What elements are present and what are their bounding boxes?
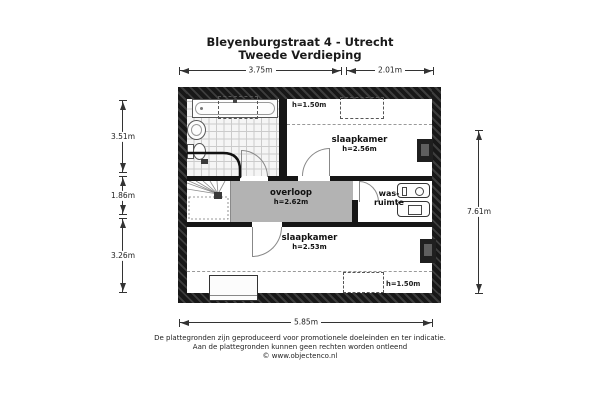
dimension-bottom <box>180 317 432 327</box>
dimension-label: 3.51m <box>110 131 136 141</box>
dim-arrow-up-icon <box>120 220 126 228</box>
dimension-left-middle <box>110 177 136 214</box>
dim-tick <box>119 218 127 219</box>
disclaimer-line-1: De plattegronden zijn geproduceerd voor promotionele doeleinden en ter indicatie. <box>154 334 446 342</box>
room-name: was- <box>378 189 400 198</box>
footer-disclaimer <box>0 334 600 361</box>
sink <box>187 120 206 140</box>
dim-arrow-left-icon <box>181 68 189 74</box>
room-ceiling-height: h=2.56m <box>342 145 377 153</box>
room-name: ruimte <box>374 198 404 207</box>
dimension-label: 1.86m <box>110 190 136 200</box>
knee-wall-label-bottom: h=1.50m <box>386 280 421 288</box>
dim-arrow-up-icon <box>120 102 126 110</box>
dimension-label: 2.01m <box>375 66 405 74</box>
dim-tick <box>119 214 127 215</box>
dimension-label: 7.61m <box>466 206 492 216</box>
dim-arrow-down-icon <box>476 284 482 292</box>
room-ceiling-height: h=2.53m <box>292 243 327 251</box>
dim-tick <box>475 130 483 131</box>
dim-arrow-down-icon <box>120 205 126 213</box>
shower-drain-icon <box>201 159 208 164</box>
dim-tick <box>433 67 434 75</box>
knee-wall-label-top: h=1.50m <box>292 101 327 109</box>
dormer-window <box>209 275 258 301</box>
room-name: overloop <box>269 188 312 198</box>
room-label-bedroom-bottom <box>187 234 432 251</box>
dimension-top-left <box>180 65 341 75</box>
room-label-laundry <box>358 189 420 207</box>
dimension-label: 3.75m <box>245 66 275 74</box>
skylight-bedroom-top <box>340 97 384 119</box>
page-title <box>0 36 600 62</box>
knee-wall-line-bottom <box>187 271 432 272</box>
dim-arrow-right-icon <box>424 68 432 74</box>
room-label-bedroom-top <box>287 136 432 153</box>
dim-tick <box>119 100 127 101</box>
wall-bathroom-bedroom <box>279 99 287 181</box>
dim-arrow-right-icon <box>423 320 431 326</box>
dim-tick <box>341 67 342 75</box>
dim-tick <box>346 67 347 75</box>
sink-basin <box>191 124 202 136</box>
dim-tick <box>475 293 483 294</box>
wall-exterior-right <box>432 87 441 303</box>
dim-arrow-right-icon <box>332 68 340 74</box>
dim-arrow-up-icon <box>120 178 126 186</box>
dimension-top-right <box>347 65 433 75</box>
dim-arrow-left-icon <box>348 68 356 74</box>
shower-partition <box>187 150 247 180</box>
dimension-left-bottom <box>110 219 136 292</box>
dim-arrow-down-icon <box>120 163 126 171</box>
dim-tick <box>119 292 127 293</box>
room-name: slaapkamer <box>331 135 388 145</box>
wall-mid-lower-seg1 <box>187 222 252 227</box>
copyright-line: © www.objectenco.nl <box>262 352 338 360</box>
room-ceiling-height: h=2.62m <box>273 198 309 206</box>
dimension-right <box>466 131 492 293</box>
dimension-label: 3.26m <box>110 250 136 260</box>
dim-tick <box>179 67 180 75</box>
knee-wall-line-top <box>287 124 432 125</box>
wall-mid-upper-seg2 <box>268 176 298 181</box>
staircase <box>187 181 230 222</box>
dimension-left-top <box>110 101 136 172</box>
dim-tick <box>432 319 433 327</box>
dim-tick <box>119 176 127 177</box>
drain-icon <box>200 107 203 110</box>
wall-exterior-left <box>178 87 187 303</box>
dim-tick <box>179 319 180 327</box>
dim-arrow-up-icon <box>476 132 482 140</box>
title-address: Bleyenburgstraat 4 - Utrecht <box>206 35 394 49</box>
room-label-landing <box>230 189 352 206</box>
dim-arrow-left-icon <box>181 320 189 326</box>
wall-mid-upper-seg3 <box>330 176 432 181</box>
dim-tick <box>119 172 127 173</box>
room-name: slaapkamer <box>281 233 338 243</box>
skylight-bathroom <box>218 96 258 119</box>
dim-arrow-down-icon <box>120 283 126 291</box>
title-floor: Tweede Verdieping <box>238 48 362 62</box>
dimension-label: 5.85m <box>291 318 321 326</box>
skylight-bedroom-bottom <box>343 272 384 293</box>
dormer-sill <box>210 295 257 296</box>
disclaimer-line-2: Aan de plattegronden kunnen geen rechten worden ontleend <box>192 343 408 351</box>
